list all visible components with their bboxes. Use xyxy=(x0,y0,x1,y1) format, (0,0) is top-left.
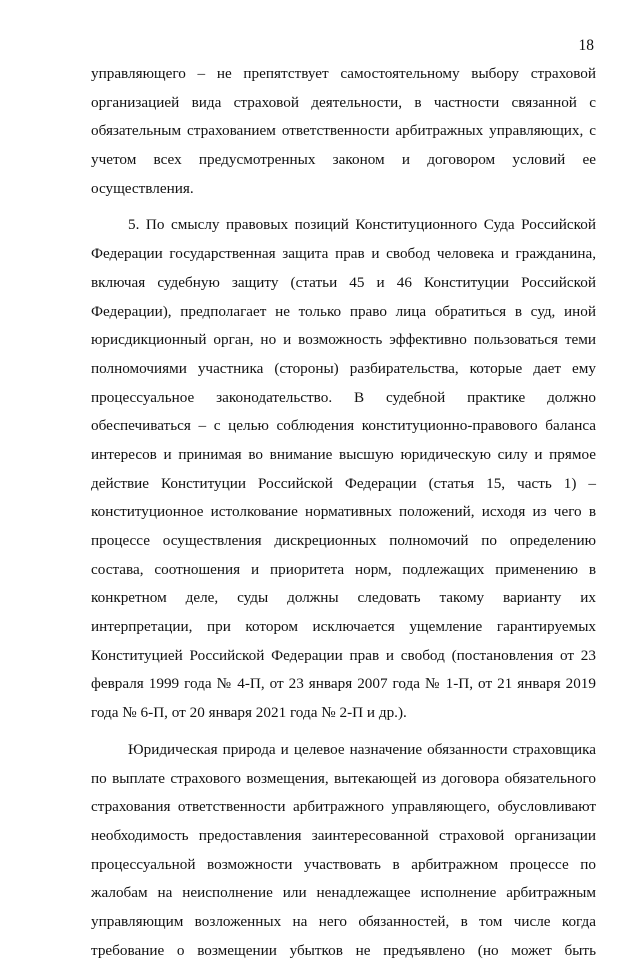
text-line: Конституцией Российской Федерации прав и свобод (постановления от 23 xyxy=(91,646,596,664)
text-line: февраля 1999 года № 4-П, от 23 января 2007 года № 1-П, от 21 января 2019 xyxy=(91,675,596,693)
text-line: организацией вида страховой деятельности, в частности связанной с xyxy=(91,93,596,111)
text-line: действие Конституции Российской Федерации (статья 15, часть 1) – xyxy=(91,474,596,492)
text-line: требование о возмещении убытков не предъявлено (но может быть xyxy=(91,941,596,959)
page-number: 18 xyxy=(578,37,594,54)
text-line: процессе осуществления дискреционных полномочий по определению xyxy=(91,532,596,549)
paragraph-gap xyxy=(91,203,596,211)
text-line: конституционное истолкование нормативных положений, исходя из чего в xyxy=(91,503,596,521)
text-line: интерпретации, при котором исключается ущемление гарантируемых xyxy=(91,618,596,636)
text-line: Юридическая природа и целевое назначение обязанности страховщика xyxy=(128,740,596,758)
text-line: Федерации государственная защита прав и свобод человека и гражданина, xyxy=(91,245,596,263)
text-line: управляющим возложенных на него обязанностей, в том числе когда xyxy=(91,912,596,930)
text-line: полномочиями участника (стороны) разбирательства, которые дает ему xyxy=(91,359,596,377)
text-line: включая судебную защиту (статьи 45 и 46 Конституции Российской xyxy=(91,273,596,291)
text-line: года № 6-П, от 20 января 2021 года № 2-П и др.). xyxy=(91,704,407,722)
text-line: необходимость предоставления заинтересованной страховой организации xyxy=(91,826,596,844)
text-line: управляющего – не препятствует самостоятельному выбору страховой xyxy=(91,65,596,82)
text-line: обязательным страхованием ответственности арбитражных управляющих, с xyxy=(91,122,596,140)
paragraph-gap xyxy=(91,728,596,736)
text-line: Федерации), предполагает не только право лица обратиться в суд, иной xyxy=(91,302,596,320)
text-line: состава, соотношения и приоритета норм, подлежащих применению в xyxy=(91,560,596,578)
text-line: осуществления. xyxy=(91,179,194,197)
text-line: процессуальное законодательство. В судебной практике должно xyxy=(91,388,596,406)
text-line: процессуальной возможности участвовать в арбитражном процессе по xyxy=(91,855,596,873)
text-line: обеспечиваться – с целью соблюдения конституционно-правового баланса xyxy=(91,417,596,435)
text-line: интересов и принимая во внимание высшую юридическую силу и прямое xyxy=(91,445,596,463)
paragraph xyxy=(91,211,596,727)
text-line: 5. По смыслу правовых позиций Конституционного Суда Российской xyxy=(128,216,596,234)
text-line: по выплате страхового возмещения, вытекающей из договора обязательного xyxy=(91,769,596,787)
paragraph xyxy=(91,60,596,203)
paragraph xyxy=(91,736,596,965)
text-line: страхования ответственности арбитражного управляющего, обусловливают xyxy=(91,798,596,816)
text-line: конкретном деле, суды должны следовать такому варианту их xyxy=(91,589,596,607)
text-line: жалобам на неисполнение или ненадлежащее исполнение арбитражным xyxy=(91,884,596,902)
text-line: юрисдикционный орган, но и возможность эффективно пользоваться теми xyxy=(91,331,596,349)
document-body xyxy=(91,60,596,965)
text-line: учетом всех предусмотренных законом и договором условий ее xyxy=(91,151,596,169)
